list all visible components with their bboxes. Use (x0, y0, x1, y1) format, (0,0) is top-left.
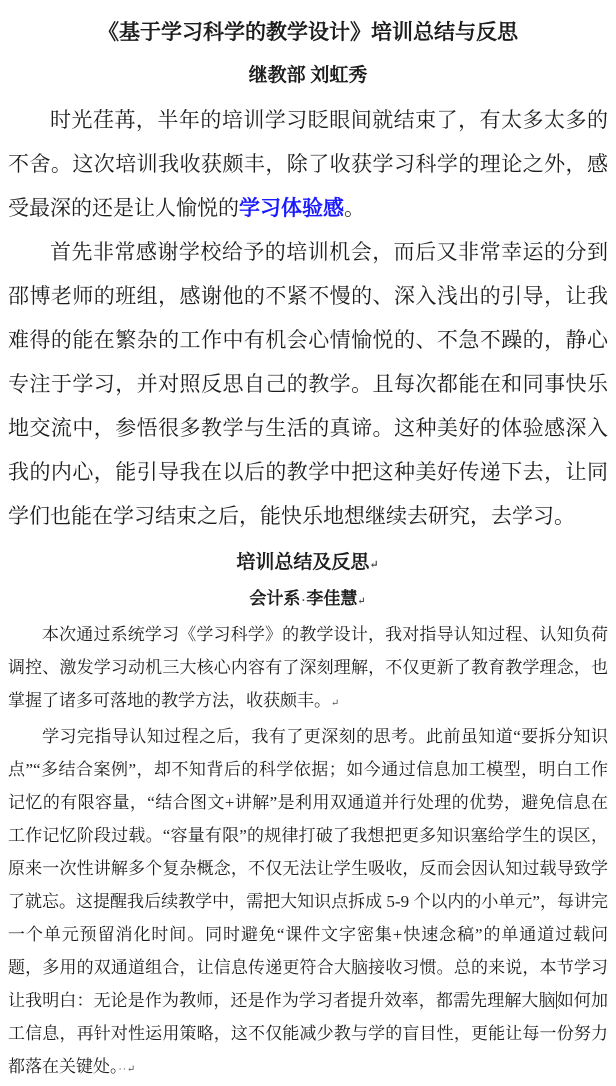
paragraph-text[interactable]: 学习完指导认知过程之后，我有了更深刻的思考。此前虽知道“要拆分知识点”“多结合案例”，却不知背后的科学依据；如今通过信息加工模型，明白工作记忆的有限容量，“结合图文+讲解”是利用双通道并行处理的优势，避免信息在工作记忆阶段过载。“容量有限”的规律打破了我想把更多知识塞给学生的误区，原来一次性讲解多个复杂概念，不仅无法让学生吸收，反而会因认知过载导致学了就忘。这提醒我后续教学中，需把大知识点拆成 5-9 个以内的小单元”，每讲完一个单元预留消化时间。同时避免“课件文字密集+快速念稿”的单通道过载问题，多用的双通道组合，让信息传递更符合大脑接收习惯。总的来说，本节学习让我明白：无论是作为教师，还是作为学习者提升效率，都需先理解大脑 (8, 727, 608, 1010)
doc1-paragraph-2[interactable]: 首先非常感谢学校给予的培训机会，而后又非常幸运的分到邵博老师的班组，感谢他的不紧不慢的、深入浅出的引导，让我难得的能在繁杂的工作中有机会心情愉悦的、不急不躁的，静心专注于学习，并对照反思自己的教学。且每次都能在和同事快乐地交流中，参悟很多教学与生活的真谛。这种美好的体验感深入我的内心，能引导我在以后的教学中把这种美好传递下去，让同学们也能在学习结束之后，能快乐地想继续去研究，去学习。 (8, 240, 608, 528)
paragraph-text[interactable]: 时光荏苒，半年的培训学习眨眼间就结束了，有太多太多的不舍。这次培训我收获颇丰，除了收获学习科学的理论之外，感受最深的还是让人愉悦的 (8, 108, 608, 220)
doc2-byline-name[interactable]: 李佳慧 (306, 589, 358, 608)
doc2-paragraph-2[interactable] (8, 720, 608, 1086)
space-and-paragraph-marks-icon: ··↵ (118, 1064, 137, 1075)
doc2-paragraph-1[interactable] (8, 618, 608, 720)
paragraph-text[interactable]: 如何加工信息，再针对性运用策略，这不仅能减少教与学的盲目性，更能让每一份努力都落在关键处。 (8, 991, 608, 1076)
paragraph-text[interactable]: 。 (344, 196, 365, 220)
space-mark-icon: · (301, 593, 306, 607)
paragraph-mark-icon: ↵ (357, 596, 367, 607)
heading-text[interactable]: 培训总结及反思 (236, 552, 370, 573)
doc1-paragraph-1[interactable] (8, 98, 608, 230)
paragraph-mark-icon: ↵ (369, 559, 380, 571)
doc1-title[interactable]: 《基于学习科学的教学设计》培训总结与反思 (98, 20, 518, 44)
doc1-byline[interactable]: 继教部 刘虹秀 (248, 65, 368, 86)
doc2-byline[interactable] (8, 582, 608, 618)
doc2-heading[interactable] (8, 546, 608, 582)
paragraph-text[interactable]: 本次通过系统学习《学习科学》的教学设计，我对指导认知过程、认知负荷调控、激发学习动机三大核心内容有了深刻理解，不仅更新了教育教学理念，也掌握了诸多可落地的教学方法，收获颇丰。 (8, 625, 608, 710)
section-doc1 (8, 10, 608, 538)
paragraph-mark-icon: ↵ (331, 698, 341, 709)
doc2-byline-department[interactable]: 会计系 (249, 589, 301, 608)
section-doc2 (8, 546, 608, 1086)
highlighted-link-text[interactable]: 学习体验感 (239, 196, 344, 220)
